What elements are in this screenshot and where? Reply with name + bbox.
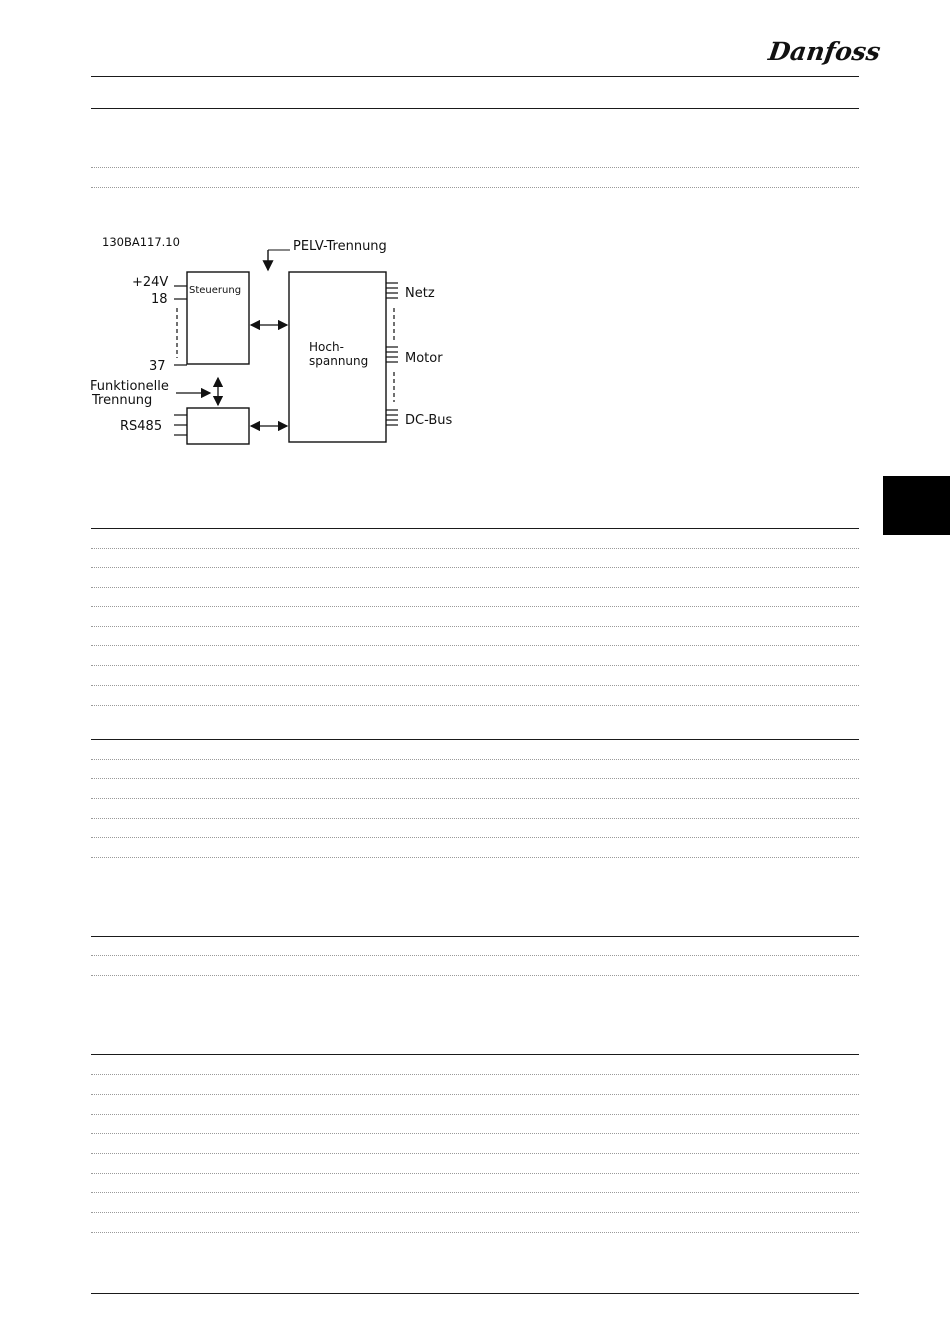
table-row-rule xyxy=(91,1114,859,1115)
table-top-rule xyxy=(91,936,859,937)
table-row-rule xyxy=(91,685,859,686)
danfoss-logo xyxy=(766,28,883,72)
table-row-rule xyxy=(91,1133,859,1134)
rs485-label: RS485 xyxy=(120,419,163,434)
table-row-rule xyxy=(91,1232,859,1233)
table-row-rule xyxy=(91,1212,859,1213)
table-row-rule xyxy=(91,857,859,858)
table-row-rule xyxy=(91,645,859,646)
table-row-rule xyxy=(91,778,859,779)
chapter-side-tab xyxy=(883,476,950,535)
table-top-rule xyxy=(91,1054,859,1055)
table-row-rule xyxy=(91,798,859,799)
table-row-rule xyxy=(91,626,859,627)
table-row-rule xyxy=(91,1192,859,1193)
section-rule xyxy=(91,108,859,109)
table-row-rule xyxy=(91,759,859,760)
control-block-label: Steuerung xyxy=(189,285,242,296)
terminal-24v: +24V xyxy=(132,275,169,290)
func-sep-line2: Trennung xyxy=(92,393,153,408)
table-row-rule xyxy=(91,818,859,819)
dotted-rule xyxy=(91,187,859,188)
table-row-rule xyxy=(91,606,859,607)
table-row-rule xyxy=(91,665,859,666)
terminal-18: 18 xyxy=(151,292,168,307)
table-row-rule xyxy=(91,587,859,588)
table-row-rule xyxy=(91,975,859,976)
table-row-rule xyxy=(91,705,859,706)
table-top-rule xyxy=(91,528,859,529)
terminal-37: 37 xyxy=(149,359,166,374)
dcbus-label: DC-Bus xyxy=(405,413,453,428)
motor-label: Motor xyxy=(405,351,443,366)
func-sep-line1: Funktionelle xyxy=(90,379,169,394)
dotted-rule xyxy=(91,167,859,168)
table-row-rule xyxy=(91,1074,859,1075)
hv-block-line2: spannung xyxy=(309,354,369,368)
table-row-rule xyxy=(91,837,859,838)
footer-rule xyxy=(91,1293,859,1294)
hv-block-line1: Hoch- xyxy=(309,340,344,354)
svg-text:Danfoss: Danfoss xyxy=(766,36,883,66)
table-row-rule xyxy=(91,1094,859,1095)
table-row-rule xyxy=(91,955,859,956)
netz-label: Netz xyxy=(405,286,435,301)
rs485-block xyxy=(187,408,249,444)
table-row-rule xyxy=(91,1173,859,1174)
pelv-label: PELV-Trennung xyxy=(293,239,387,254)
header-rule xyxy=(91,76,859,77)
table-row-rule xyxy=(91,548,859,549)
table-row-rule xyxy=(91,1153,859,1154)
table-row-rule xyxy=(91,567,859,568)
table-top-rule xyxy=(91,739,859,740)
figure-id: 130BA117.10 xyxy=(102,235,180,249)
galvanic-isolation-diagram xyxy=(80,230,480,460)
